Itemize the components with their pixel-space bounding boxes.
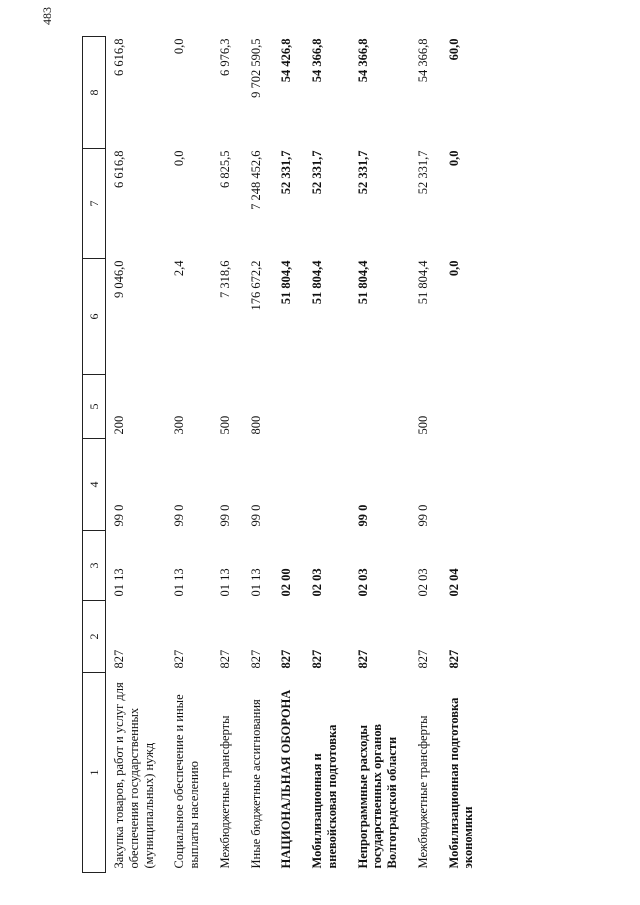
amount-col7: 52 331,7 [355, 150, 370, 195]
code-expense-type [273, 375, 304, 439]
amount-col7: 52 331,7 [415, 150, 430, 195]
row-label: Межбюджетные трансферты [217, 715, 232, 869]
code-section: 02 00 [279, 568, 294, 597]
amount-col6: 176 672,2 [248, 260, 263, 311]
row-label: Непрограммные расходы государственных органов Волгоградской области [355, 723, 399, 869]
code-target: 99 0 [217, 504, 232, 527]
column-header: 2 [83, 601, 106, 673]
code-section: 01 13 [112, 568, 126, 597]
code-ministry: 827 [279, 649, 294, 669]
amount-col6: 51 804,4 [279, 260, 294, 305]
code-expense-type [304, 375, 350, 439]
code-section: 02 03 [355, 568, 370, 597]
code-expense-type: 300 [172, 415, 187, 435]
amount-col6: 7 318,6 [217, 260, 232, 298]
code-section: 01 13 [248, 568, 263, 597]
table-header-row [83, 37, 106, 873]
row-label: Иные бюджетные ассигнования [248, 699, 263, 869]
code-ministry: 827 [446, 649, 461, 669]
code-target [441, 439, 487, 531]
code-ministry: 827 [248, 649, 263, 669]
budget-table [82, 36, 486, 873]
row-label: Социальное обеспечение и иные выплаты населению [172, 694, 201, 869]
code-expense-type: 200 [112, 415, 126, 435]
code-expense-type [441, 375, 487, 439]
code-target [304, 439, 350, 531]
table-body [106, 37, 487, 873]
code-expense-type: 500 [415, 415, 430, 435]
amount-col8: 6 976,3 [217, 38, 232, 76]
amount-col8: 54 426,8 [279, 38, 294, 83]
row-label: Мобилизационная и вневойсковая подготовка [310, 724, 339, 869]
amount-col7: 52 331,7 [279, 150, 294, 195]
code-target: 99 0 [355, 504, 370, 527]
code-target [273, 439, 304, 531]
amount-col6: 9 046,0 [112, 260, 126, 298]
amount-col6: 51 804,4 [415, 260, 430, 305]
amount-col8: 54 366,8 [310, 38, 324, 83]
amount-col6: 2,4 [172, 260, 187, 277]
code-section: 02 03 [415, 568, 430, 597]
code-target: 99 0 [172, 504, 187, 527]
table-row [441, 37, 487, 873]
row-label: Межбюджетные трансферты [415, 715, 430, 869]
amount-col8: 60,0 [446, 38, 461, 61]
page-number: 483 [40, 7, 54, 25]
table-row [350, 37, 410, 873]
column-header: 1 [83, 673, 106, 873]
amount-col6: 0,0 [446, 260, 461, 277]
row-label: Закупка товаров, работ и услуг для обеспечения государственных (муниципальных) нужд [112, 682, 156, 869]
amount-col7: 7 248 452,6 [248, 150, 263, 210]
code-ministry: 827 [415, 649, 430, 669]
code-section: 01 13 [172, 568, 187, 597]
code-ministry: 827 [112, 649, 126, 669]
amount-col7: 6 825,5 [217, 150, 232, 188]
code-expense-type: 800 [248, 415, 263, 435]
column-header: 4 [83, 439, 106, 531]
table-row [212, 37, 243, 873]
row-label: НАЦИОНАЛЬНАЯ ОБОРОНА [279, 689, 294, 869]
column-header: 6 [83, 259, 106, 375]
code-target: 99 0 [112, 504, 126, 527]
table-row [273, 37, 304, 873]
table-row [106, 37, 167, 873]
amount-col7: 0,0 [172, 150, 187, 167]
column-header: 8 [83, 37, 106, 149]
table-row [304, 37, 350, 873]
code-expense-type: 500 [217, 415, 232, 435]
amount-col7: 6 616,8 [112, 150, 126, 188]
code-expense-type [350, 375, 410, 439]
code-section: 02 03 [310, 568, 324, 597]
column-header: 7 [83, 149, 106, 259]
amount-col8: 6 616,8 [112, 38, 126, 76]
amount-col8: 54 366,8 [355, 38, 370, 83]
code-ministry: 827 [217, 649, 232, 669]
code-target: 99 0 [248, 504, 263, 527]
amount-col8: 9 702 590,5 [248, 38, 263, 98]
amount-col7: 0,0 [446, 150, 461, 167]
code-section: 02 04 [446, 568, 461, 597]
column-header: 5 [83, 375, 106, 439]
amount-col8: 0,0 [172, 38, 187, 55]
column-header: 3 [83, 531, 106, 601]
table-row [166, 37, 212, 873]
amount-col7: 52 331,7 [310, 150, 324, 195]
amount-col6: 51 804,4 [310, 260, 324, 305]
code-section: 01 13 [217, 568, 232, 597]
row-label: Мобилизационная подготовка экономики [446, 697, 476, 869]
code-ministry: 827 [310, 649, 324, 669]
amount-col8: 54 366,8 [415, 38, 430, 83]
budget-table-sheet [82, 37, 576, 873]
amount-col6: 51 804,4 [355, 260, 370, 305]
code-ministry: 827 [172, 649, 187, 669]
code-ministry: 827 [355, 649, 370, 669]
table-row [410, 37, 441, 873]
code-target: 99 0 [415, 504, 430, 527]
table-row [243, 37, 274, 873]
